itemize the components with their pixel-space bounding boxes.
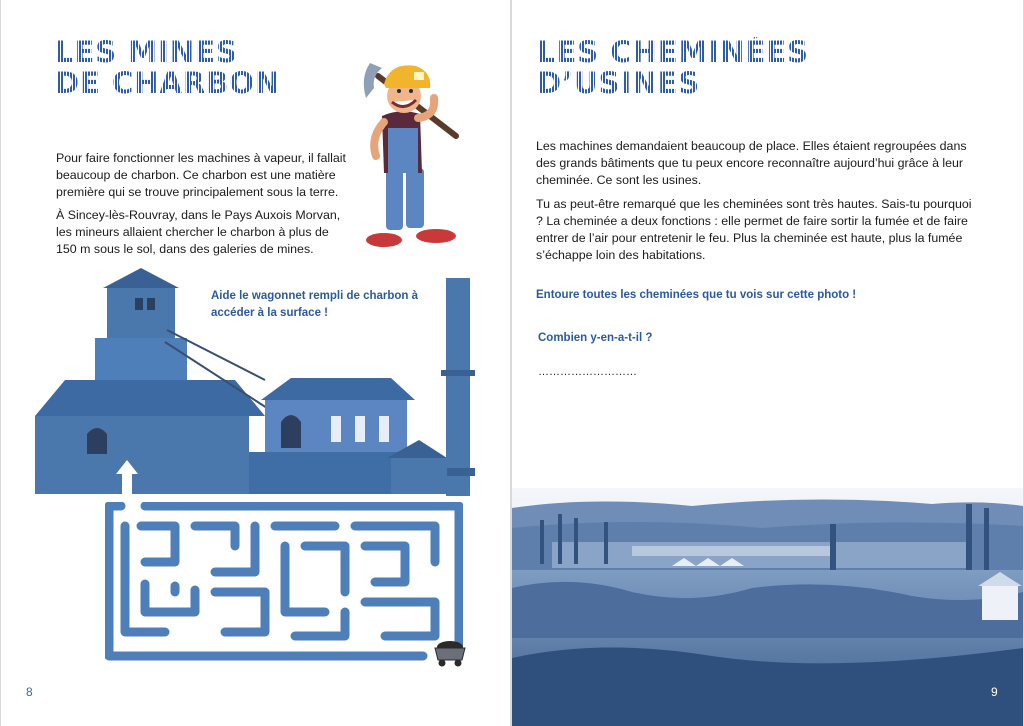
right-page-title — [537, 37, 809, 99]
left-title-line1: LES MINES — [55, 35, 238, 69]
left-paragraph-2: À Sincey-lès-Rouvray, dans le Pays Auxois Morvan, les mineurs allaient chercher le charbon à plus de 150 m sous le sol, dans des galeries de mines. — [56, 208, 341, 256]
right-page — [512, 0, 1023, 726]
right-paragraph-2: Tu as peut-être remarqué que les cheminées sont très hautes. Sais-tu pourquoi ? La cheminée a deux fonctions : elle permet de faire sortir la fumée et de faire entrer de l’air pour entretenir le feu. Plus la cheminée est haute, plus la fumée s’échappe loin des habitations. — [536, 197, 972, 262]
count-question: Combien y-en-a-t-il ? — [538, 332, 653, 344]
answer-line[interactable]: ……………………… — [538, 366, 637, 378]
right-title-line1: LES CHEMINÉES — [537, 35, 810, 69]
right-title-line2: D’USINES — [537, 66, 701, 100]
coal-maze[interactable] — [105, 502, 463, 662]
miner-illustration — [356, 58, 471, 258]
right-paragraph-1: Les machines demandaient beaucoup de place. Elles étaient regroupées dans des grands bâtiments que tu peux encore reconnaître aujourd’hui grâce à leur cheminée. Ce sont les usines. — [536, 139, 967, 187]
left-page-title — [55, 37, 280, 99]
left-paragraph-1: Pour faire fonctionner les machines à vapeur, il fallait beaucoup de charbon. Ce charbon est une matière première qui se trouve principalement sous la terre. — [56, 151, 346, 199]
left-page — [1, 0, 510, 726]
coal-wagon-icon[interactable] — [432, 638, 468, 668]
left-title-line2: DE CHARBON — [55, 66, 281, 100]
chimney-instruction: Entoure toutes les cheminées que tu vois sur cette photo ! — [536, 289, 857, 301]
right-page-number: 9 — [991, 685, 998, 699]
factory-photo[interactable] — [512, 488, 1023, 726]
left-page-number: 8 — [26, 685, 33, 699]
maze-instruction: Aide le wagonnet rempli de charbon à accéder à la surface ! — [211, 290, 419, 319]
